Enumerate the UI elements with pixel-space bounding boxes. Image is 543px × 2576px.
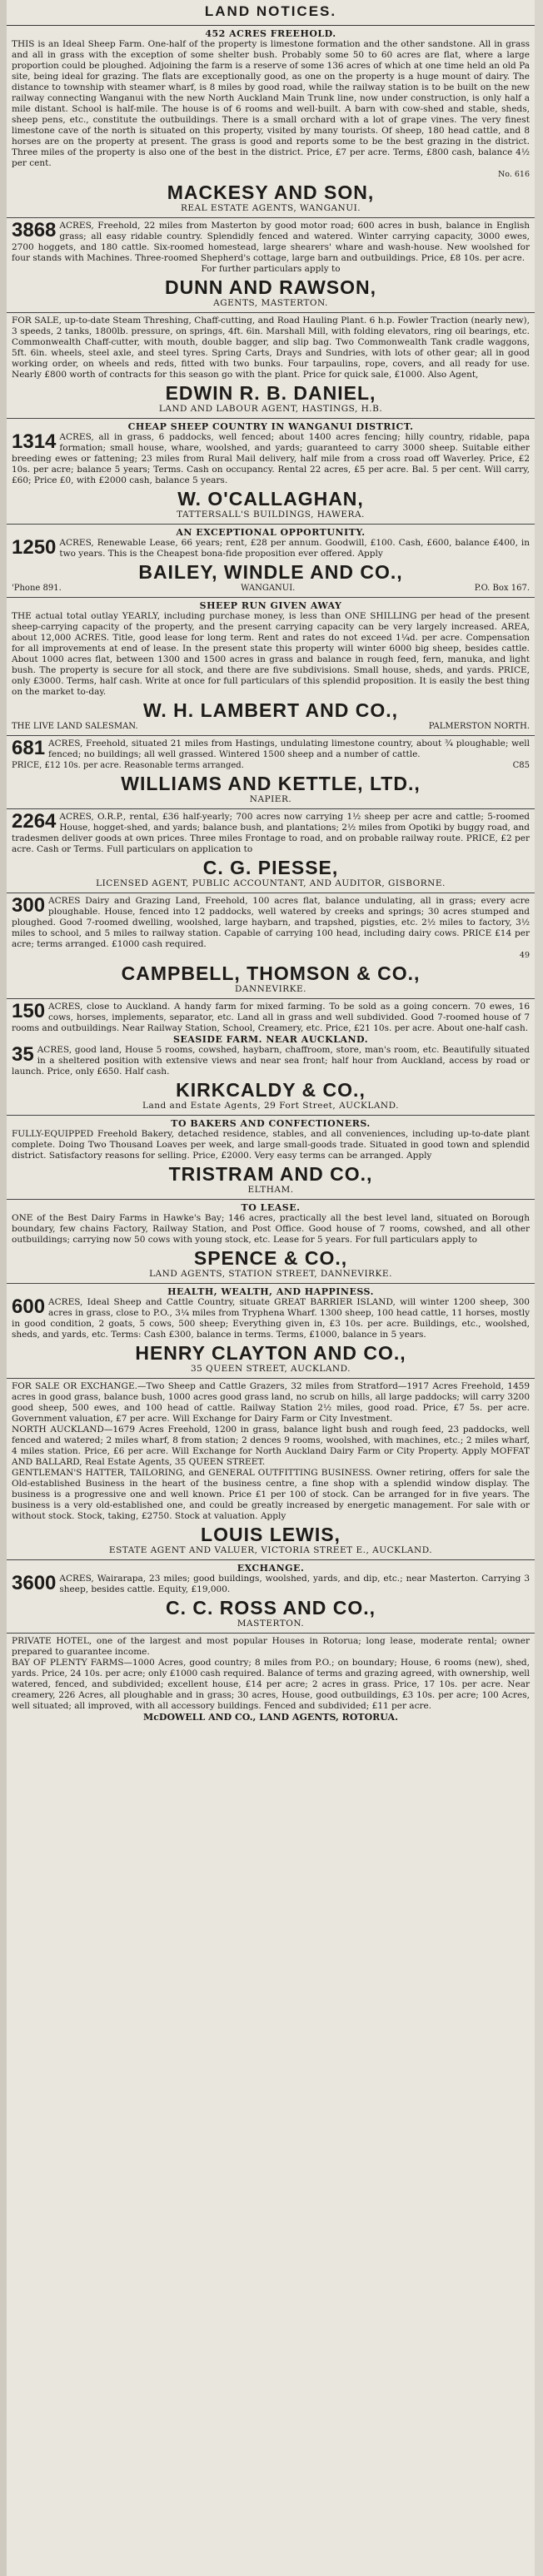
- ad-bailey-windle: [7, 525, 535, 598]
- ad-body-2: BAY OF PLENTY FARMS—1000 Acres, good country; 8 miles from P.O.; on boundary; House, 6 rooms (new), shed, yards. Price, 24 10s. per acre; only £1000 cash required. Balance of terms and grazing agreed, with ownership, well watered, fenced, and subdivided; excellent house, £14 per acre; 2 acres in grass. Price, 17 10s. per acre. Near creamery, 226 Acres, all ploughable and in grass; 30 acres, House, good outbuildings, £3 10s. per acre; 100 Acres, well situated; all improved, with all accessory buildings. Fenced and subdivided; £11 per acre.: [12, 1658, 530, 1711]
- right-gutter: [535, 0, 543, 2576]
- ad-acreage-number-2: 35: [12, 1043, 34, 1066]
- ad-body-2: ACRES, good land, House 5 rooms, cowshed, haybarn, chaffroom, store, man's room, etc. Beautifully situated in a sheltered position with extensive views and near sea front; half hour from Auckland, access by road or launch. Price, only £650. Half cash.: [12, 1045, 530, 1077]
- ad-advertiser-name: SPENCE & CO.,: [193, 1247, 348, 1269]
- ad-edwin-daniel: [7, 313, 535, 419]
- ad-campbell-thomson: [7, 893, 535, 999]
- ad-acreage-number: 1314: [12, 430, 57, 453]
- ad-kirkcaldy: [7, 999, 535, 1116]
- ad-advertiser-name: HENRY CLAYTON AND CO.,: [135, 1342, 406, 1364]
- ad-town: PALMERSTON NORTH.: [428, 722, 530, 731]
- ad-acreage-number: 600: [12, 1295, 46, 1318]
- ad-advertiser-name: CAMPBELL, THOMSON & CO.,: [121, 962, 421, 984]
- ad-advertiser-address: Land and Estate Agents, 29 Fort Street, AUCKLAND.: [142, 1101, 399, 1111]
- ad-headline: EXCHANGE.: [237, 1563, 305, 1574]
- ad-advertiser-address: DANNEVIRKE.: [234, 984, 307, 994]
- ad-headline: CHEAP SHEEP COUNTRY IN WANGANUI DISTRICT.: [127, 421, 414, 432]
- ad-headline: AN EXCEPTIONAL OPPORTUNITY.: [176, 527, 366, 538]
- ad-acreage-number: 3600: [12, 1572, 57, 1594]
- ad-body: ACRES, all in grass, 6 paddocks, well fenced; about 1400 acres fencing; hilly country, ridable, papa formation; small house, whare, woolshed, and yards; guaranteed to carry 3000 sheep. Suitable either breeding ewes or fattening; 23 miles from Rural Mail delivery, half mile from a cross road off Waverley. Price, £2 10s. per acre; balance 5 years; Terms. Cash on occupancy. Rental 22 acres, £5 per acre. Bal. 5 per cent. Will carry, £60; Price £0, with £2000 cash, balance 5 years.: [12, 432, 530, 485]
- ad-phone: 'Phone 891.: [12, 584, 62, 593]
- ad-body: ACRES, Freehold, situated 21 miles from Hastings, undulating limestone country, about ¾ ploughable; well fenced; no buildings; all well grassed. Wintered 1500 sheep and a number of cattle.: [48, 738, 530, 759]
- ad-advertiser-name: WILLIAMS AND KETTLE, LTD.,: [121, 773, 421, 794]
- ad-moffat-ballard-louis-lewis: [7, 1379, 535, 1560]
- ad-advertiser-name: W. H. LAMBERT AND CO.,: [142, 699, 399, 721]
- ad-advertiser-name: McDOWELL AND CO., LAND AGENTS, ROTORUA.: [143, 1712, 398, 1723]
- ad-mackesy-and-son: [7, 26, 535, 218]
- ad-contact-row: [12, 583, 530, 594]
- ad-body: THE actual total outlay YEARLY, including purchase money, is less than ONE SHILLING per head of the present sheep-carrying capacity of the property, and the present carrying capacity can be very largely increased. AREA, about 12,000 ACRES. Title, good lease for long term. Rent and rates do not exceed 1¼d. per acre. Compensation for all improvements at end of lease. In the present state this property will winter 6000 big sheep, besides cattle. About 1000 acres flat, between 1300 and 1500 acres in grass and balance in rough feed, fern, manuka, and light bush. The property is secure for all stock, and there are five subdivisions. Small house, sheds, and yards. PRICE, only £3000. Terms, half cash. Write at once for full particulars of this splendid proposition. It is easily the best thing on the market to-day.: [12, 611, 530, 697]
- ad-advertiser-name: C. G. PIESSE,: [202, 857, 339, 878]
- ad-advertiser-address: ESTATE AGENT AND VALUER, VICTORIA STREET E., AUCKLAND.: [108, 1545, 433, 1555]
- ad-body: ACRES, Wairarapa, 23 miles; good buildings, woolshed, yards, and dip, etc.; near Masterton. Carrying 3 sheep, besides cattle. Equity, £19,000.: [59, 1574, 530, 1594]
- ad-po-box: P.O. Box 167.: [474, 584, 530, 593]
- ad-body: THIS is an Ideal Sheep Farm. One-half of the property is limestone formation and the other sandstone. All in grass and all in grass with the exception of some shelter bush. Probably some 50 to 60 acres are flat, where a large proportion could be ploughed. Adjoining the farm is a reserve of some 136 acres of which at one time held an old Pa site, being ideal for grazing. The flats are exceptionally good, as one on the property is a huge mount of dairy. The distance to township with steamer wharf, is 8 miles by good road, while the railway station is to be built on the new railway connecting Wanganui with the new North Auckland Main Trunk line, now under construction, is only half a mile distant. School is half-mile. The house is of 6 rooms and well-built. A barn with cow-shed and stable, sheds, sheep pens, etc., constitute the outbuildings. There is a small orchard with a lot of grape vines. The very finest limestone cave of the north is situated on this property, visited by many tourists. Of sheep, 180 head cattle, and 8 horses are on the property at present. The grass is good and reports some to be the best grazing in the district. Three miles of the property is also one of the best in the district. Price, £7 per acre. Terms, £800 cash, balance 4½ per cent.: [12, 39, 530, 168]
- ad-town: WANGANUI.: [241, 584, 296, 593]
- ad-headline: SEASIDE FARM. NEAR AUCKLAND.: [172, 1034, 369, 1045]
- ad-body: ACRES Dairy and Grazing Land, Freehold, 100 acres flat, balance undulating, all in grass; every acre ploughable. House, fenced into 12 paddocks, well watered by creeks and springs; 30 acres stumped and ploughed. Good 7-roomed dwelling, woolshed, large haybarn, and trapshed, pigsties, etc. 2½ miles to factory, 3½ miles to school, and 5 miles to railway station. Capable of carrying 100 head, including dairy cows. PRICE £14 per acre; terms arranged. £1000 cash required.: [12, 896, 530, 949]
- ad-advertiser-address: AGENTS, MASTERTON.: [213, 298, 328, 308]
- ad-advertiser-name: TRISTRAM AND CO.,: [168, 1163, 373, 1185]
- ad-advertiser-name: DUNN AND RAWSON,: [164, 276, 377, 298]
- section-header: LAND NOTICES.: [7, 0, 535, 26]
- ad-advertiser-address: LICENSED AGENT, PUBLIC ACCOUNTANT, AND AUDITOR, GISBORNE.: [96, 878, 446, 888]
- ad-body-3: GENTLEMAN'S HATTER, TAILORING, and GENERAL OUTFITTING BUSINESS. Owner retiring, offers for sale the Old-established Business in the heart of the business centre, a fine shop with a splendid window display. The business is a progressive one and well known. Price £1 per 100 of stock. Can be arranged for in five years. The business is a very old-established one, and could be greatly increased by energetic management. For sale with or without stock. Stock, taking, £2750. Stock at valuation. Apply: [12, 1468, 530, 1521]
- ad-spence: [7, 1200, 535, 1284]
- ad-headline: HEALTH, WEALTH, AND HAPPINESS.: [167, 1286, 374, 1297]
- ad-reference: C85: [512, 761, 530, 770]
- newspaper-column: [7, 0, 535, 2576]
- ad-advertiser-name: MACKESY AND SON,: [167, 182, 375, 203]
- ad-acreage-number: 150: [12, 1000, 46, 1022]
- ad-advertiser-address: ELTHAM.: [247, 1185, 294, 1195]
- ad-cg-piesse: [7, 809, 535, 893]
- ad-headline: SHEEP RUN GIVEN AWAY: [199, 600, 342, 611]
- ad-headline: TO LEASE.: [241, 1202, 301, 1213]
- ad-dunn-and-rawson: [7, 218, 535, 313]
- ad-body: FOR SALE, up-to-date Steam Threshing, Chaff-cutting, and Road Hauling Plant. 6 h.p. Fowler Traction (nearly new), 3 speeds, 2 tanks, 1800lb. pressure, on springs, 4ft. 6in. Marshall Mill, with folding elevators, ring oil bearings, etc. Commonwealth Chaff-cutter, with mouth, double bagger, and slip bag. Two Commonwealth Tank cradle waggons, 5ft. 6in. wheels, steel axle, and steel tyres. Spring Carts, Drays and Sundries, with lots of other gear; all in good working order, on wheels and reds, fitted with two bunks. Four tarpaulins, rope, covers, and all ready for use. Nearly £800 worth of contracts for this season go with the plant. Price for quick sale, £1000. Also Agent,: [12, 316, 530, 380]
- ad-advertiser-name: C. C. ROSS AND CO.,: [166, 1597, 376, 1619]
- ad-headline: TO BAKERS AND CONFECTIONERS.: [171, 1118, 371, 1129]
- ad-advertiser-name: BAILEY, WINDLE AND CO.,: [138, 561, 403, 583]
- ad-body: ACRES, close to Auckland. A handy farm for mixed farming. To be sold as a going concern. 70 ewes, 16 cows, horses, implements, separator, etc. Land all in grass and well subdivided. Good 7-roomed house of 7 rooms and outbuildings. Near Railway Station, School, Creamery, etc. Price, £21 10s. per acre. About one-half cash.: [12, 1002, 530, 1033]
- ad-cc-ross: [7, 1560, 535, 1634]
- ad-advertiser-address: LAND AND LABOUR AGENT, HASTINGS, H.B.: [158, 404, 383, 414]
- ad-wh-lambert: [7, 598, 535, 736]
- ad-body-2: NORTH AUCKLAND—1679 Acres Freehold, 1200 in grass, balance light bush and rough feed, 23 paddocks, well fenced and watered; 2 miles wharf, 8 from station; 2 dences 9 rooms, woolshed, with machines, etc.; 2 miles wharf, 4 miles station. Price, £6 per acre. Will Exchange for North Auckland Dairy Farm or City Property. Apply MOFFAT AND BALLARD, Real Estate Agents, 35 QUEEN STREET.: [12, 1425, 530, 1467]
- ad-body: ONE of the Best Dairy Farms in Hawke's Bay; 146 acres, practically all the best level land, situated on Borough boundary, few chains Factory, Railway Station, and Post Office. Good house of 7 rooms, cowshed, and all other outbuildings; carrying now 50 cows with young stock, etc. Lease for 5 years. For full particulars apply to: [12, 1213, 530, 1245]
- ad-body: FOR SALE OR EXCHANGE.—Two Sheep and Cattle Grazers, 32 miles from Stratford—1917 Acres Freehold, 1459 acres in good grass, balance bush, 1000 acres good grass land, no scrub on hills, all large paddocks; will carry 3200 good sheep, 500 ewes, and 100 head of cattle. Railway Station 2½ miles, good road. Price, £7 5s. per acre. Government valuation, £7 per acre. Will Exchange for Dairy Farm or City Investment.: [12, 1381, 530, 1424]
- ad-advertiser-address: 35 QUEEN STREET, AUCKLAND.: [190, 1364, 351, 1374]
- ad-reference: 49: [519, 951, 530, 960]
- ad-acreage-number: 3868: [12, 219, 57, 241]
- ad-advertiser-name: KIRKCALDY & CO.,: [176, 1079, 366, 1101]
- ad-acreage-number: 2264: [12, 810, 57, 833]
- ad-acreage-number: 300: [12, 894, 46, 917]
- ad-advertiser-name: LOUIS LEWIS,: [201, 1524, 341, 1545]
- ad-advertiser-name: EDWIN R. B. DANIEL,: [165, 382, 376, 404]
- ad-tristram: [7, 1116, 535, 1200]
- ad-henry-clayton: [7, 1284, 535, 1379]
- ad-note: For further particulars apply to: [201, 264, 341, 274]
- ad-price-row: [12, 760, 530, 771]
- ad-williams-and-kettle: [7, 736, 535, 809]
- ad-contact-row: [12, 721, 530, 732]
- ad-body: PRIVATE HOTEL, one of the largest and most popular Houses in Rotorua; long lease, moderate rental; owner prepared to guarantee income.: [12, 1636, 530, 1657]
- ad-advertiser-address: MASTERTON.: [237, 1619, 305, 1629]
- ad-advertiser-address: TATTERSALL'S BUILDINGS, HAWERA.: [177, 510, 365, 520]
- ad-headline: 452 ACRES FREEHOLD.: [205, 28, 336, 39]
- ad-body: ACRES, Freehold, 22 miles from Masterton by good motor road; 600 acres in bush, balance in English grass; all easy ridable country. Splendidly fenced and watered. Winter carrying capacity, 3000 ewes, 2700 hoggets, and 180 cattle. Six-roomed homestead, large shearers' whare and wash-house. New woolshed for four stands with Machines. Three-roomed Shepherd's cottage, large barn and outbuildings. Price, £8 10s. per acre.: [12, 221, 530, 263]
- ad-advertiser-address: REAL ESTATE AGENTS, WANGANUI.: [180, 203, 361, 213]
- ad-tagline: THE LIVE LAND SALESMAN.: [12, 722, 138, 731]
- ad-acreage-number: 1250: [12, 536, 57, 559]
- ad-w-ocallaghan: [7, 419, 535, 525]
- ad-acreage-number: 681: [12, 737, 46, 759]
- ad-advertiser-address: NAPIER.: [249, 794, 292, 804]
- ad-body: ACRES, Renewable Lease, 66 years; rent, £28 per annum. Goodwill, £100. Cash, £600, balance £400, in two years. This is the Cheapest bona-fide proposition ever offered. Apply: [59, 538, 530, 559]
- ad-body: ACRES, Ideal Sheep and Cattle Country, situate GREAT BARRIER ISLAND, will winter 1200 sheep, 300 acres in grass, close to P.O., 3¼ miles from Tryphena Wharf. 1300 sheep, 100 head cattle, 11 horses, mostly in good condition, 2 goats, 5 cows, 500 sheep; Everything given in, £3 10s. per acre. Buildings, etc., woolshed, sheds, and yards, etc. Terms: Cash £300, balance in terms. Terms, £1000, balance in 5 years.: [12, 1297, 530, 1340]
- ad-body: ACRES, O.R.P., rental, £36 half-yearly; 700 acres now carrying 1½ sheep per acre and cattle; 5-roomed House, hogget-shed, and yards; balance bush, and plantations; 2½ miles from Opotiki by buggy road, and tradesmen deliver goods at own prices. Three miles Frontage to road, and on probable railway route. PRICE, £2 per acre. Cash or Terms. Full particulars on application to: [12, 812, 530, 854]
- ad-price: PRICE, £12 10s. per acre. Reasonable terms arranged.: [12, 761, 244, 770]
- ad-advertiser-address: LAND AGENTS, STATION STREET, DANNEVIRKE.: [149, 1269, 392, 1279]
- ad-reference: No. 616: [497, 170, 530, 179]
- ad-mcdowell: [7, 1634, 535, 1726]
- ad-body: FULLY-EQUIPPED Freehold Bakery, detached residence, stables, and all conveniences, including up-to-date plant complete. Doing Two Thousand Loaves per week, and large small-goods trade. Situated in good town and splendid district. Satisfactory reasons for selling. Price, £2000. Very easy terms can be arranged. Apply: [12, 1129, 530, 1161]
- left-gutter: [0, 0, 7, 2576]
- ad-advertiser-name: W. O'CALLAGHAN,: [177, 488, 364, 510]
